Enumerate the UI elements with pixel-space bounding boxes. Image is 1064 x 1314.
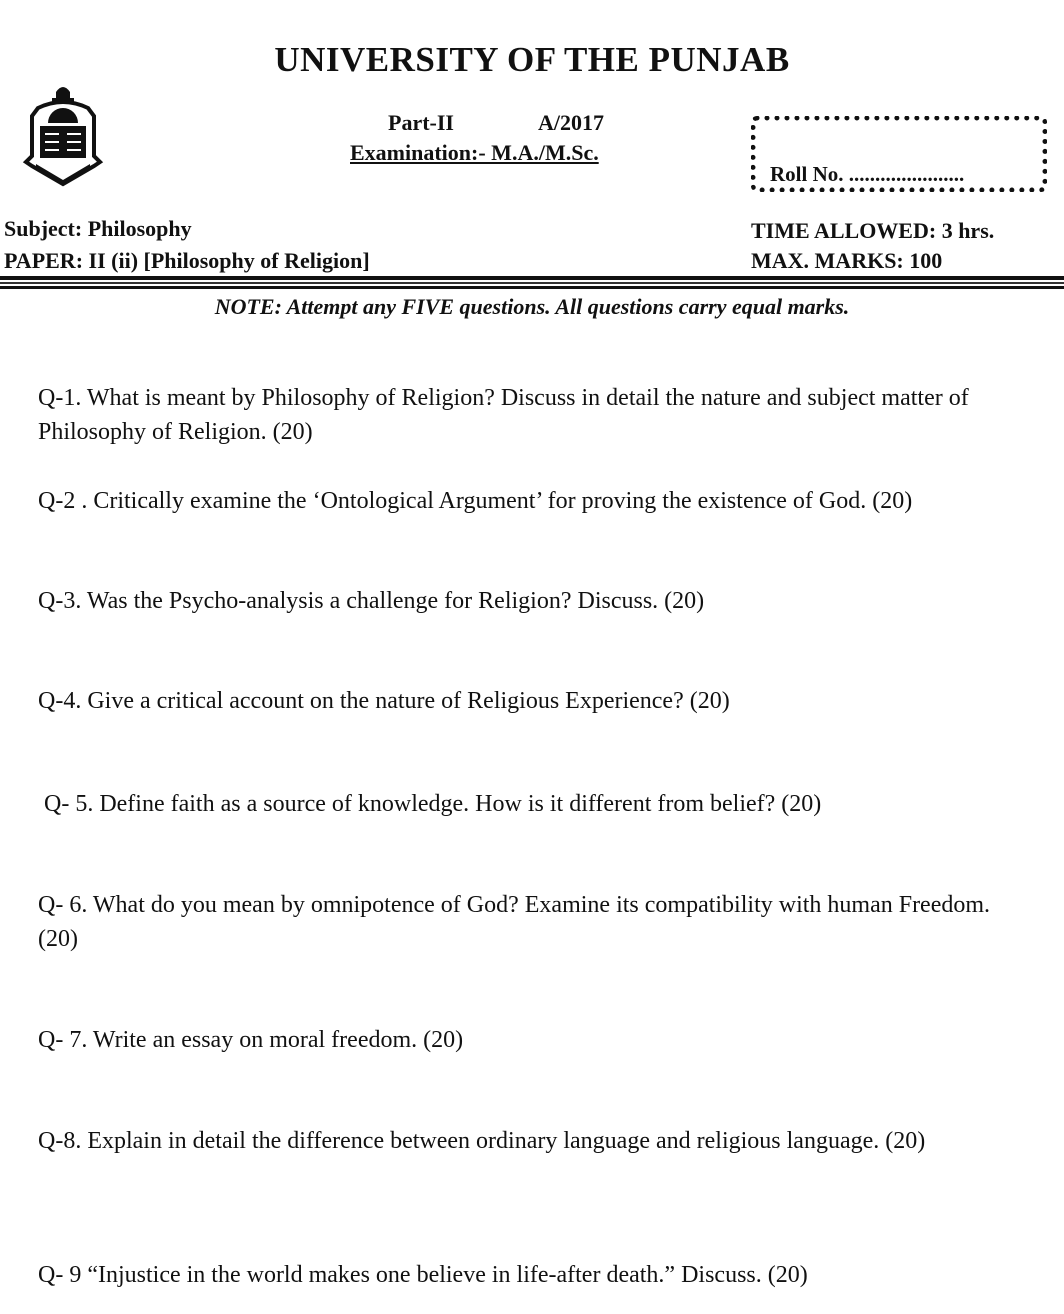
time-allowed: TIME ALLOWED: 3 hrs. [751, 218, 995, 243]
question-8: Q-8. Explain in detail the difference between ordinary language and religious language. (20) [38, 1128, 926, 1154]
university-title: UNIVERSITY OF THE PUNJAB [274, 40, 790, 79]
question-7: Q- 7. Write an essay on moral freedom. (20) [38, 1027, 464, 1053]
question-6: Q- 6. What do you mean by omnipotence of God? Examine its compatibility with human Freedom. (20) [38, 892, 991, 952]
header-divider [0, 276, 1064, 280]
paper-label: PAPER: II (ii) [Philosophy of Religion] [4, 248, 370, 273]
question-4: Q-4. Give a critical account on the nature of Religious Experience? (20) [38, 688, 730, 714]
question-2: Q-2 . Critically examine the ‘Ontological Argument’ for proving the existence of God. (20) [38, 488, 913, 514]
instructions-note: NOTE: Attempt any FIVE questions. All questions carry equal marks. [214, 294, 850, 319]
header-divider [0, 282, 1064, 284]
header-divider [0, 286, 1064, 289]
max-marks: MAX. MARKS: 100 [751, 248, 943, 273]
university-crest-icon [18, 78, 108, 198]
question-3: Q-3. Was the Psycho-analysis a challenge for Religion? Discuss. (20) [38, 588, 705, 614]
question-9: Q- 9 “Injustice in the world makes one believe in life-after death.” Discuss. (20) [38, 1262, 808, 1288]
examination-label: Examination:- M.A./M.Sc. [350, 140, 599, 165]
question-1: Q-1. What is meant by Philosophy of Religion? Discuss in detail the nature and subject matter of Philosophy of Religion. (20) [38, 385, 969, 445]
subject-label: Subject: Philosophy [4, 216, 192, 241]
session-label: A/2017 [538, 110, 604, 135]
roll-number-field: Roll No. ...................... [770, 162, 965, 186]
question-5: Q- 5. Define faith as a source of knowledge. How is it different from belief? (20) [44, 791, 822, 817]
part-label: Part-II [388, 110, 454, 135]
